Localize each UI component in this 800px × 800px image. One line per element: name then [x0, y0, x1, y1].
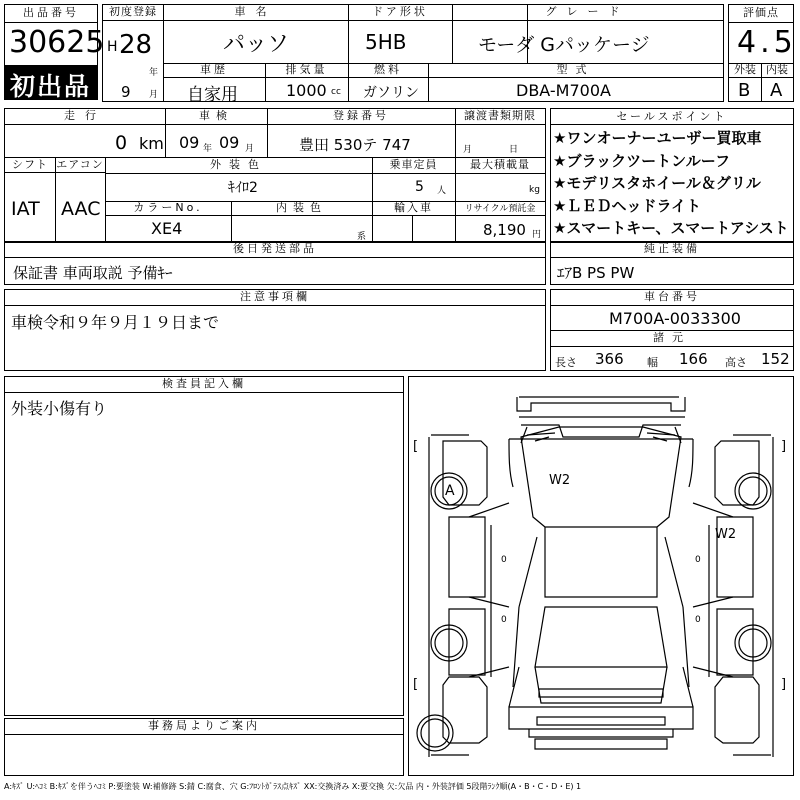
inspection-month: 09: [219, 133, 240, 152]
sales-points-list: [553, 127, 793, 240]
width-label: 幅: [647, 356, 658, 369]
transfer-label: 譲渡書類期限: [464, 109, 536, 122]
transfer-day-unit: 日: [509, 145, 519, 155]
bracket-right-bottom: ]: [781, 677, 787, 692]
first-listing-badge: [5, 65, 97, 99]
equipment-box: [550, 241, 794, 285]
mark-w2-right-door: W2: [715, 527, 737, 542]
office-box: [4, 718, 404, 776]
sales-point-item: ★ワンオーナーユーザー買取車: [553, 129, 762, 147]
sales-point-item: ★スマートキー、スマートアシスト: [553, 219, 789, 237]
lot-number: 30625: [9, 25, 105, 60]
model: DBA-M700A: [516, 81, 611, 100]
length: 366: [595, 350, 624, 368]
first-reg-label: 初度登録: [109, 5, 157, 18]
recycle-amount: 8,190: [483, 221, 526, 239]
ext-color-label: 外装色: [210, 158, 267, 171]
color-no: XE4: [151, 219, 183, 238]
reg-era: H: [107, 39, 118, 55]
width: 166: [679, 350, 708, 368]
first-listing-label: 初出品: [10, 72, 92, 101]
door-type: 5HB: [365, 30, 407, 54]
car-diagram: [409, 377, 793, 775]
reg-month-unit: 月: [149, 90, 159, 100]
displacement: 1000: [286, 81, 327, 100]
later-parts-box: [4, 241, 546, 285]
chassis-label: 車台番号: [644, 290, 700, 303]
sales-points-label: セールスポイント: [616, 110, 728, 123]
dims-label: 諸元: [653, 331, 691, 344]
rating-label: 評価点: [743, 6, 779, 19]
fuel: ガソリン: [363, 85, 419, 101]
height: 152: [761, 350, 790, 368]
zero-mark: 0: [695, 555, 701, 565]
exterior-grade: B: [738, 80, 751, 101]
exterior-label: 外装: [734, 63, 756, 76]
notes-box: [4, 289, 546, 371]
plate: 豊田 530テ 747: [299, 136, 411, 154]
color-no-label: カラーNo.: [133, 201, 203, 214]
mileage: 0: [115, 132, 128, 154]
mark-a-front-left-wheel: A: [445, 483, 455, 499]
rating-box: [728, 4, 797, 102]
equipment-label: 純正装備: [644, 242, 700, 255]
bracket-left-bottom: [: [413, 677, 419, 692]
load-label: 最大積載量: [470, 158, 530, 171]
capacity: 5: [415, 179, 424, 195]
mileage-label: 走行: [64, 109, 106, 122]
load-unit: kg: [529, 185, 540, 195]
notes: 車検令和９年９月１９日まで: [11, 313, 220, 332]
inspection-year-unit: 年: [203, 144, 213, 154]
interior-grade: A: [770, 80, 783, 101]
int-color-label: 内装色: [276, 201, 327, 214]
inspector-box: [4, 376, 404, 716]
import-label: 輸入車: [394, 201, 433, 214]
ext-color: ｷｲﾛ2: [228, 180, 258, 196]
sales-point-item: ★ブラックツートンルーフ: [553, 151, 731, 170]
ac-label: エアコン: [56, 158, 104, 171]
recycle-unit: 円: [532, 230, 542, 240]
door-label: ドア形状: [372, 5, 428, 18]
history-label: 車歴: [200, 63, 228, 76]
office-label: 事務局よりご案内: [148, 719, 260, 732]
legend: A:ｷｽﾞ U:ﾍｺﾐ B:ｷｽﾞを伴うﾍｺﾐ P:要塗装 W:補修跡 S:錆 C:腐食、穴 G:ﾌﾛﾝﾄｶﾞﾗｽ点ｷｽﾞ XX:交換済み X:要交換 欠:欠品 内・外装評価 5段階ﾗﾝｸ順(A・B・C・D・E) 1: [4, 782, 582, 791]
shift-label: シフト: [12, 158, 48, 171]
int-color-unit: 系: [357, 232, 367, 242]
bracket-right-top: ]: [781, 439, 787, 454]
sales-points-box: [550, 108, 794, 243]
lot-number-box: [4, 4, 105, 101]
height-label: 高さ: [725, 356, 747, 369]
mark-w2-hood: W2: [549, 473, 571, 488]
chassis-number: M700A-0033300: [609, 309, 741, 328]
zero-mark: 0: [501, 555, 507, 565]
row2-box: [4, 108, 546, 243]
interior-label: 内装: [766, 63, 788, 76]
car-name: パッソ: [223, 32, 290, 57]
inspection-year: 09: [179, 133, 200, 152]
inspection-label: 車検: [199, 109, 233, 122]
reg-month: 9: [121, 83, 131, 101]
inspector-notes: 外装小傷有り: [11, 399, 108, 418]
grade: モーダ Gパッケージ: [478, 34, 650, 56]
later-parts-label: 後日発送部品: [233, 242, 317, 255]
inspector-label: 検査員記入欄: [162, 377, 246, 390]
later-parts: 保証書 車両取説 予備ｷｰ: [13, 264, 173, 282]
sales-point-item: ★モデリスタホイール＆グリル: [553, 174, 761, 192]
plate-label: 登録番号: [333, 109, 389, 122]
reg-year: 28: [119, 30, 153, 60]
rating-score: 4.5: [737, 25, 797, 60]
bracket-left-top: [: [413, 439, 419, 454]
equipment: ｴｱB PS PW: [557, 264, 635, 282]
recycle-label: リサイクル預託金: [464, 204, 536, 214]
lot-number-label: 出品番号: [23, 6, 79, 19]
notes-label: 注意事項欄: [240, 290, 310, 303]
displacement-unit: cc: [331, 87, 341, 97]
fuel-label: 燃料: [374, 63, 402, 76]
car-diagram-box: [408, 376, 794, 776]
history: 自家用: [187, 85, 238, 105]
model-label: 型式: [556, 63, 595, 76]
zero-mark: 0: [501, 615, 507, 625]
capacity-label: 乗車定員: [389, 158, 438, 171]
reg-year-unit: 年: [149, 68, 159, 78]
grade-label: グレード: [545, 5, 630, 18]
chassis-box: [550, 289, 794, 371]
transfer-month-unit: 月: [463, 145, 473, 155]
inspection-month-unit: 月: [245, 144, 255, 154]
ac: AAC: [61, 198, 101, 220]
mileage-unit: km: [139, 134, 164, 153]
length-label: 長さ: [555, 356, 577, 369]
shift: IAT: [11, 198, 40, 220]
sales-point-item: ★ＬＥＤヘッドライト: [553, 196, 701, 215]
zero-mark: 0: [695, 615, 701, 625]
main-info-box: [102, 4, 724, 105]
displacement-label: 排気量: [285, 63, 328, 76]
car-name-label: 車名: [234, 5, 277, 18]
capacity-unit: 人: [437, 186, 447, 196]
